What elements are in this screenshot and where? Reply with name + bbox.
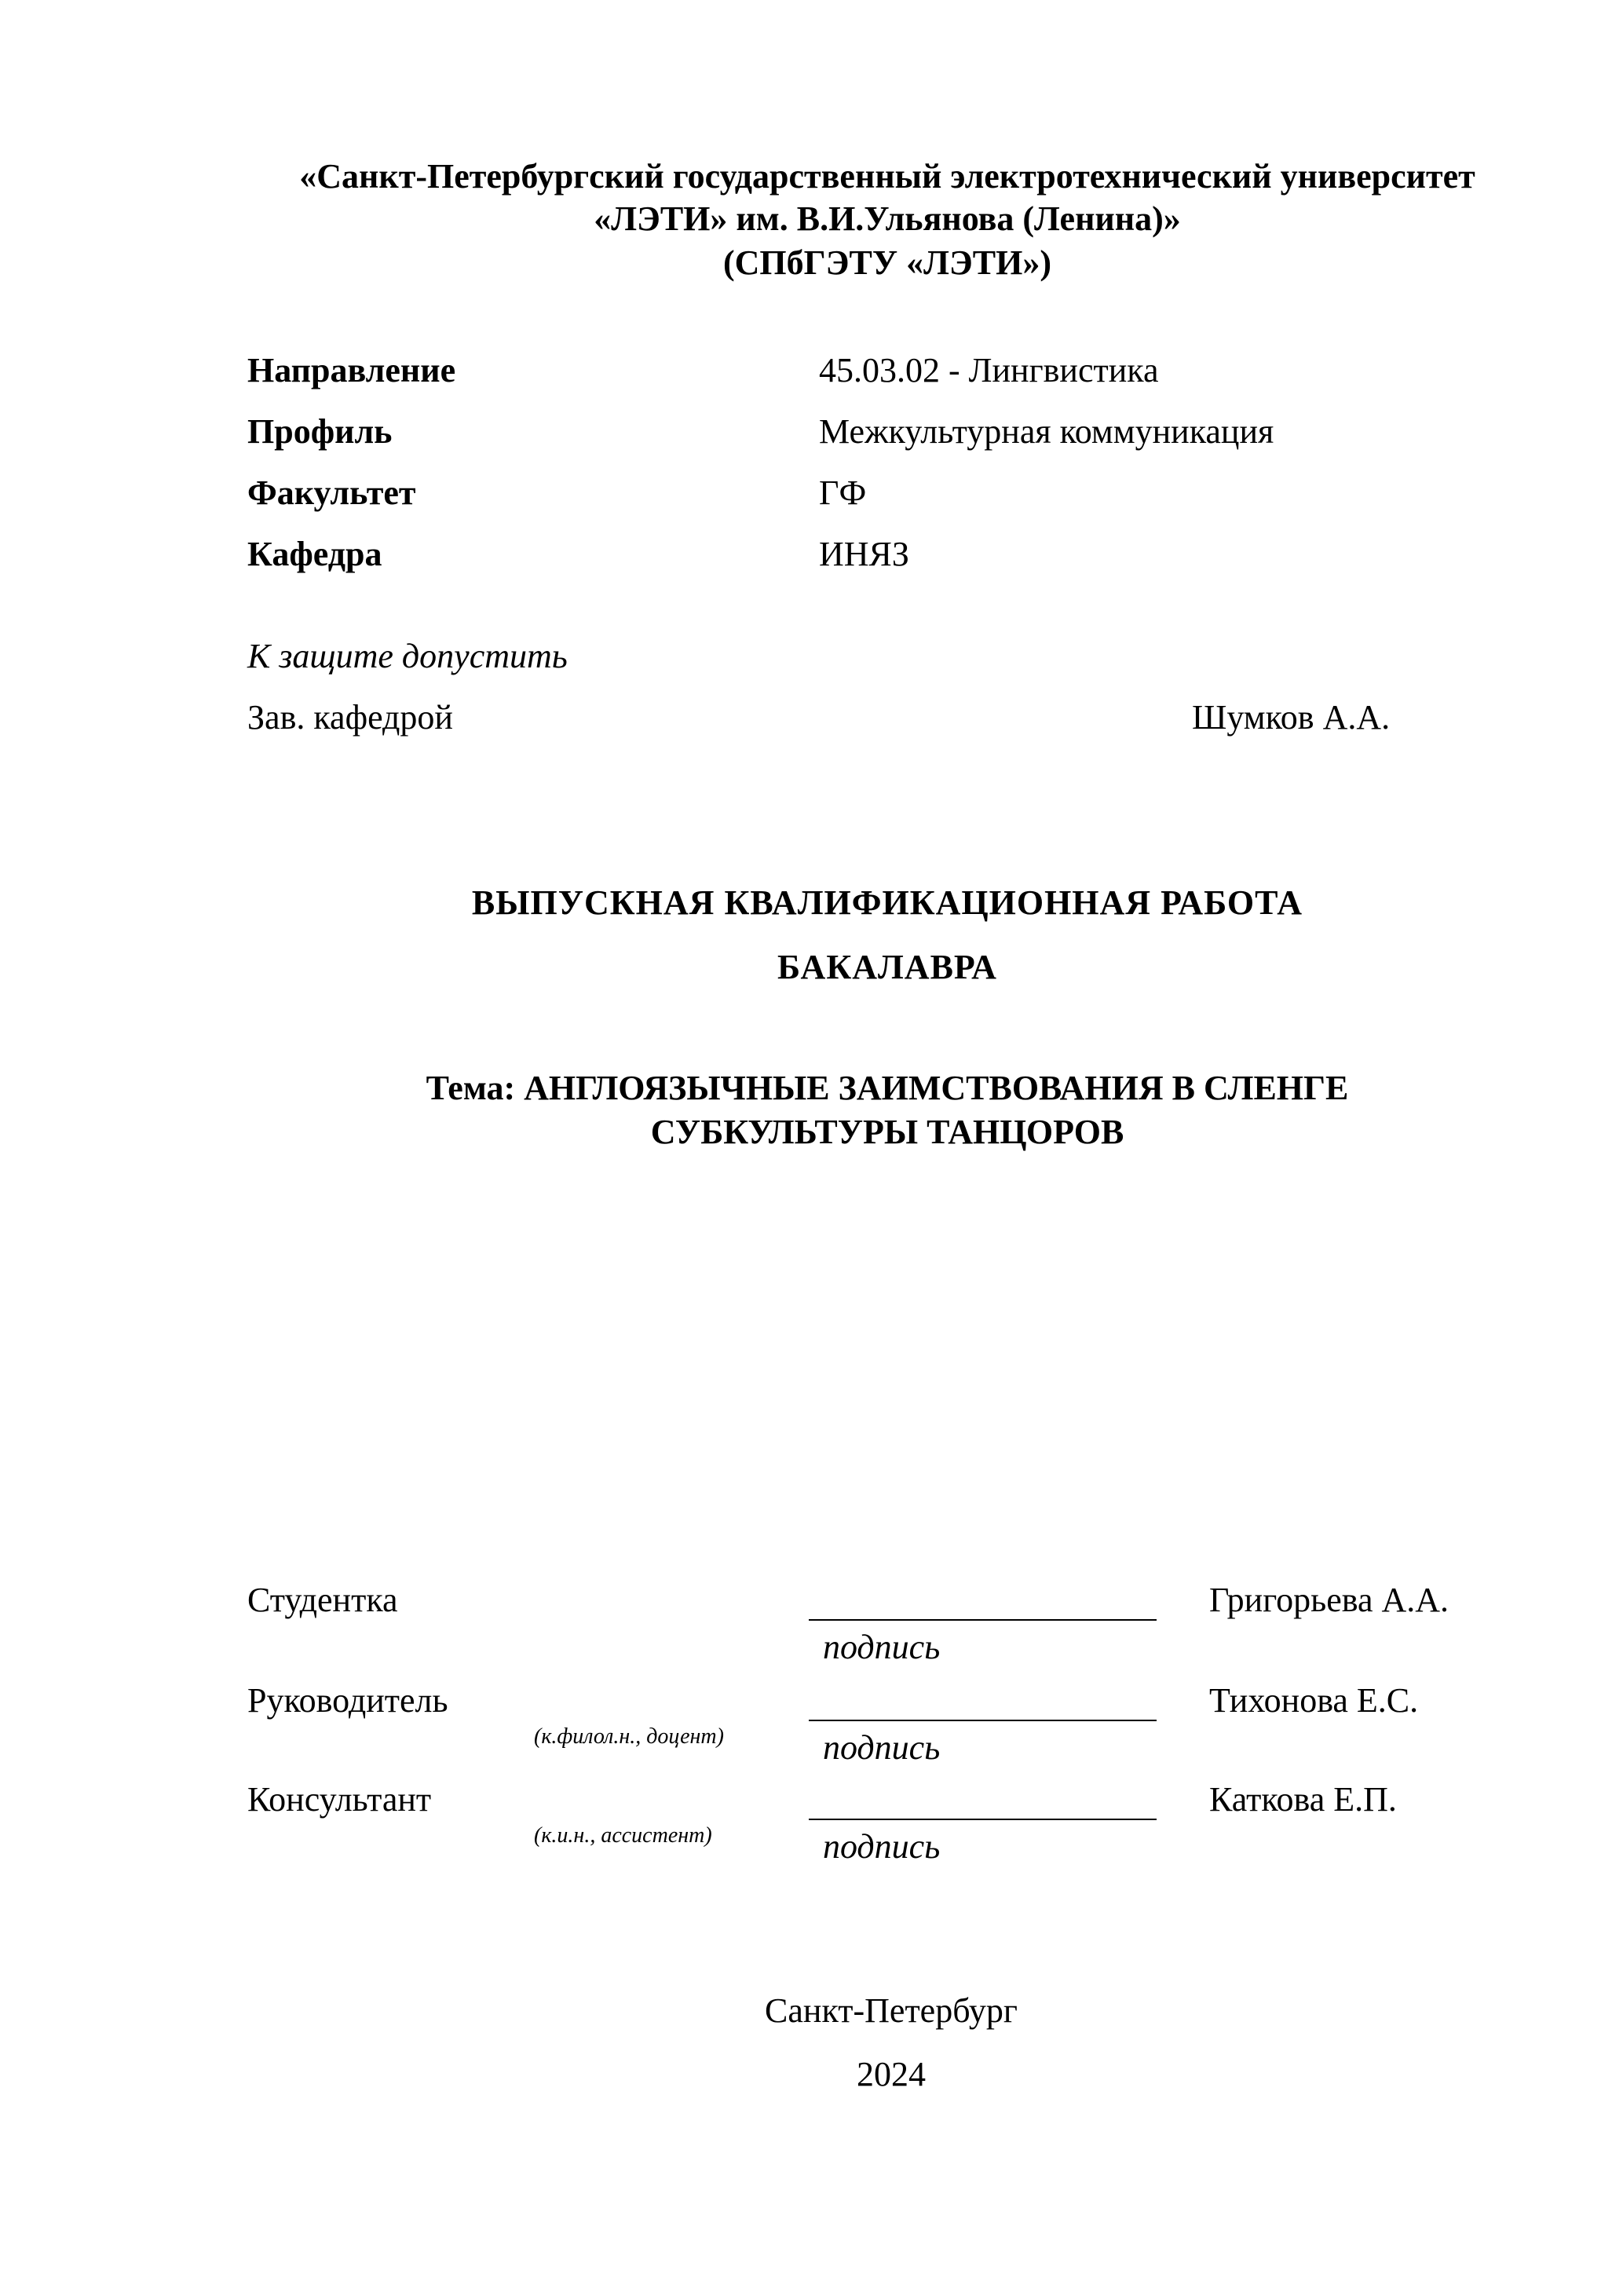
signature-caption: подпись <box>823 1628 941 1666</box>
admission-role: Зав. кафедрой <box>247 698 453 737</box>
topic-text-line2: СУБКУЛЬТУРЫ ТАНЦОРОВ <box>650 1113 1124 1151</box>
work-title-line1: ВЫПУСКНАЯ КВАЛИФИКАЦИОННАЯ РАБОТА <box>471 883 1303 922</box>
footer-city: Санкт-Петербург <box>765 1991 1018 2030</box>
university-abbreviation: (СПбГЭТУ «ЛЭТИ») <box>723 243 1051 282</box>
signature-line <box>809 1619 1157 1621</box>
signature-caption: подпись <box>823 1728 941 1767</box>
info-label: Факультет <box>247 473 416 512</box>
signatory-qualification: (к.филол.н., доцент) <box>534 1724 724 1749</box>
signatory-qualification: (к.и.н., ассистент) <box>534 1823 712 1848</box>
info-value: ГФ <box>819 473 867 512</box>
topic-line1 <box>236 1068 1539 1109</box>
university-name-line1: «Санкт-Петербургский государственный электротехнический университет <box>299 157 1475 196</box>
info-value: ИНЯЗ <box>819 535 909 573</box>
info-label: Кафедра <box>247 535 382 573</box>
signature-line <box>809 1720 1157 1721</box>
admission-head-name: Шумков А.А. <box>1192 698 1391 737</box>
topic-label: Тема: <box>426 1069 516 1107</box>
info-value: Межкультурная коммуникация <box>819 412 1274 451</box>
work-title-line2: БАКАЛАВРА <box>777 948 997 986</box>
signature-role: Студентка <box>247 1581 398 1619</box>
signatory-name: Каткова Е.П. <box>1209 1780 1397 1819</box>
topic-text-line1: АНГЛОЯЗЫЧНЫЕ ЗАИМСТВОВАНИЯ В СЛЕНГЕ <box>524 1069 1349 1107</box>
signature-role: Консультант <box>247 1780 432 1819</box>
signatory-name: Тихонова Е.С. <box>1209 1681 1419 1720</box>
info-label: Направление <box>247 351 456 389</box>
admission-note: К защите допустить <box>247 637 568 675</box>
signature-line <box>809 1819 1157 1820</box>
university-name-line2: «ЛЭТИ» им. В.И.Ульянова (Ленина)» <box>594 199 1181 238</box>
signatory-name: Григорьева А.А. <box>1209 1581 1449 1619</box>
signature-caption: подпись <box>823 1827 941 1866</box>
info-value: 45.03.02 - Лингвистика <box>819 351 1159 389</box>
signature-role: Руководитель <box>247 1681 448 1720</box>
footer-year: 2024 <box>857 2055 926 2093</box>
info-label: Профиль <box>247 412 393 451</box>
